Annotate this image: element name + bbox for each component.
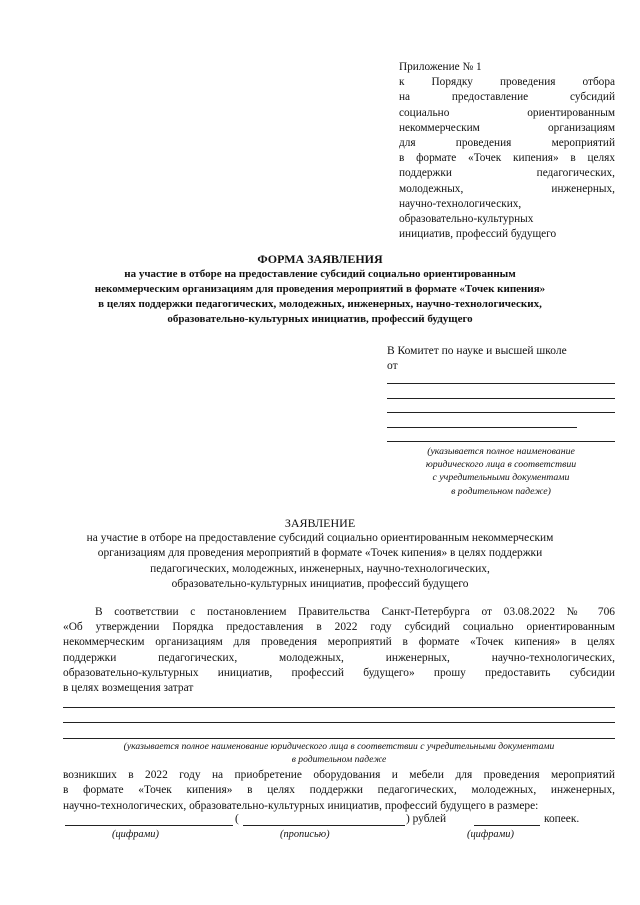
body-line: В соответствии с постановлением Правительства Санкт-Петербурга от 03.08.2022 № 706 [95,606,615,618]
organization-name-line-2[interactable] [63,722,615,723]
body-line: некоммерческим организациям для проведения мероприятий в формате «Точек кипения» в целях [63,636,615,649]
appendix-line: поддержки педагогических, [399,167,615,180]
form-subtitle-line: на участие в отборе на предоставление субсидий социально ориентированным [124,268,516,280]
applicant-name-line-2[interactable] [387,398,615,399]
appendix-line: в формате «Точек кипения» в целях [399,152,615,165]
form-subtitle-line: в целях поддержки педагогических, молодежных, инженерных, научно-технологических, [98,298,542,310]
note-line: с учредительными документами [432,472,570,484]
form-subtitle-line: некоммерческим организациям для проведения мероприятий в формате «Точек кипения» [94,283,546,295]
application-subtitle [62,531,578,592]
org-note-line: в родительном падеже [291,753,387,765]
appendix-header [399,60,615,242]
continuation-paragraph [63,768,615,814]
note-line: юридического лица в соответствии [425,459,577,471]
application-subtitle-line: образовательно-культурных инициатив, профессий будущего [171,577,469,590]
application-title: ЗАЯВЛЕНИЕ [284,516,356,530]
application-subtitle-line: педагогических, молодежных, инженерных, научно-технологических, [150,562,490,575]
applicant-name-line-1[interactable] [387,383,615,384]
body-line: «Об утверждении Порядка предоставления в 2022 году субсидий социально ориентированным [63,621,615,634]
organization-name-note [63,741,615,766]
caption-digits-kopecks: (цифрами) [467,829,514,840]
caption-digits: (цифрами) [112,829,159,840]
note-line: в родительном падеже) [451,485,551,497]
kopecks-label: копеек. [544,813,580,825]
appendix-line: социально ориентированным [399,106,615,119]
applicant-name-line-4[interactable] [387,427,577,428]
body-line: образовательно-культурных инициатив, профессий будущего» прошу предоставить субсидии [63,666,615,679]
application-subtitle-line: организациям для проведения мероприятий в формате «Точек кипения» в целях поддержки [97,547,543,560]
continuation-line: в формате «Точек кипения» в целях поддержки педагогических, молодежных, инженерных, [63,784,615,797]
appendix-line: инициатив, профессий будущего [399,228,557,241]
amount-digits-field[interactable] [65,825,233,826]
appendix-line: на предоставление субсидий [399,91,615,104]
organization-name-line-1[interactable] [63,707,615,708]
addressee-block [387,344,627,374]
amount-words-field[interactable] [243,825,405,826]
addressee-from: от [387,360,398,372]
form-subtitle [62,267,578,327]
appendix-line: Приложение № 1 [399,61,482,73]
appendix-line: молодежных, инженерных, [399,182,615,195]
applicant-name-line-5[interactable] [387,441,615,442]
body-line: поддержки педагогических, молодежных, инженерных, научно-технологических, [63,651,615,664]
org-note-line: (указывается полное наименование юридического лица в соответствии с учредительными документами [123,741,555,752]
appendix-line: научно-технологических, [399,197,522,210]
note-line: (указывается полное наименование [427,446,575,457]
continuation-line: возникших в 2022 году на приобретение оборудования и мебели для проведения мероприятий [63,769,615,781]
applicant-name-note [390,445,612,498]
rubles-label: ) рублей [406,813,447,825]
application-subtitle-line: на участие в отборе на предоставление субсидий социально ориентированным некоммерческим [86,532,554,544]
caption-words: (прописью) [280,829,330,840]
continuation-line: научно-технологических, образовательно-культурных инициатив, профессий будущего в размере: [63,799,539,812]
body-paragraph [63,605,615,696]
applicant-name-line-3[interactable] [387,412,615,413]
appendix-line: для проведения мероприятий [399,137,615,150]
form-subtitle-line: образовательно-культурных инициатив, профессий будущего [167,313,473,325]
addressee-to: В Комитет по науке и высшей школе [387,345,567,357]
amount-row [63,812,623,828]
kopecks-field[interactable] [474,825,540,826]
body-line: в целях возмещения затрат [63,682,194,695]
organization-name-line-3[interactable] [63,738,615,739]
form-title: ФОРМА ЗАЯВЛЕНИЯ [257,252,383,266]
appendix-line: образовательно-культурных [399,213,534,226]
open-paren: ( [235,813,239,825]
appendix-line: к Порядку проведения отбора [399,76,615,89]
appendix-line: некоммерческим организациям [399,121,615,134]
